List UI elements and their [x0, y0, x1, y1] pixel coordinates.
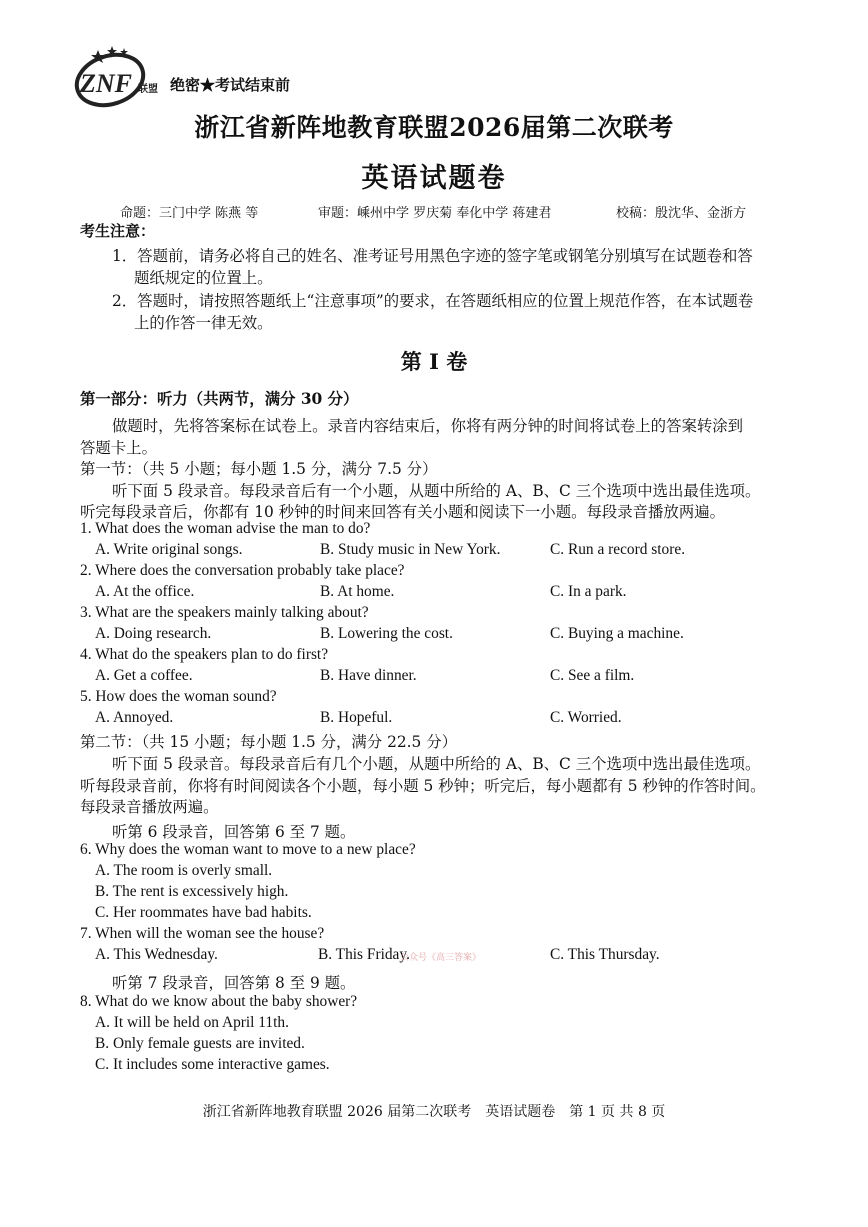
exam-title: 浙江省新阵地教育联盟2026届第二次联考 [194, 113, 674, 142]
question-4-option-a: A. Get a coffee. [95, 667, 193, 684]
volume-title: 第 I 卷 [400, 349, 468, 374]
section2-heading: 第二节：（共 15 小题；每小题 1.5 分，满分 22.5 分） [80, 733, 458, 751]
watermark-text: 公众号《高三答案》 [400, 953, 482, 963]
question-1: 1. What does the woman advise the man to do? [80, 520, 371, 537]
question-1-option-c: C. Run a record store. [550, 541, 686, 558]
question-8-option-c: C. It includes some interactive games. [95, 1056, 330, 1073]
svg-text:ZNF: ZNF [80, 69, 132, 98]
section1-heading: 第一节：（共 5 小题；每小题 1.5 分，满分 7.5 分） [80, 460, 438, 478]
question-5-option-b: B. Hopeful. [320, 709, 393, 726]
section2-directions-line-3: 每段录音播放两遍。 [80, 798, 219, 816]
question-7: 7. When will the woman see the house? [80, 925, 325, 942]
credit-setter: 命题：三门中学 陈燕 等 [120, 206, 259, 221]
question-1-option-a: A. Write original songs. [95, 541, 243, 558]
question-4-option-c: C. See a film. [550, 667, 635, 684]
question-3-option-b: B. Lowering the cost. [320, 625, 453, 642]
part1-heading: 第一部分：听力（共两节，满分 30 分） [80, 390, 359, 408]
section2-directions-line-2: 听每段录音前，你将有时间阅读各个小题，每小题 5 秒钟；听完后，每小题都有 5 秒钟的作答时间。 [80, 777, 766, 795]
question-7-option-a: A. This Wednesday. [95, 946, 218, 963]
confidential-label: 绝密★考试结束前 [170, 76, 291, 94]
section1-directions-line-1: 听下面 5 段录音。每段录音后有一个小题，从题中所给的 A、B、C 三个选项中选出最佳选项。 [112, 482, 761, 500]
audio-6-instruction: 听第 6 段录音，回答第 6 至 7 题。 [112, 823, 356, 841]
question-8-option-b: B. Only female guests are invited. [95, 1035, 305, 1052]
question-2: 2. Where does the conversation probably take place? [80, 562, 405, 579]
question-7-option-c: C. This Thursday. [550, 946, 660, 963]
question-6-option-c: C. Her roommates have bad habits. [95, 904, 312, 921]
question-6: 6. Why does the woman want to move to a new place? [80, 841, 416, 858]
alliance-logo [68, 40, 170, 110]
notice-item-1-line-2: 题纸规定的位置上。 [134, 269, 273, 287]
question-1-option-b: B. Study music in New York. [320, 541, 501, 558]
question-3-option-c: C. Buying a machine. [550, 625, 684, 642]
audio-7-instruction: 听第 7 段录音，回答第 8 至 9 题。 [112, 974, 356, 992]
credit-reviewer: 审题：嵊州中学 罗庆菊 奉化中学 蒋建君 [318, 206, 552, 221]
section2-directions-line-1: 听下面 5 段录音。每段录音后有几个小题，从题中所给的 A、B、C 三个选项中选出最佳选项。 [112, 755, 761, 773]
section1-directions-line-2: 听完每段录音后，你都有 10 秒钟的时间来回答有关小题和阅读下一小题。每段录音播放两遍。 [80, 503, 725, 521]
question-8: 8. What do we know about the baby shower? [80, 993, 358, 1010]
question-6-option-a: A. The room is overly small. [95, 862, 273, 879]
question-3: 3. What are the speakers mainly talking about? [80, 604, 369, 621]
part1-intro-line-2: 答题卡上。 [80, 439, 157, 457]
question-5: 5. How does the woman sound? [80, 688, 277, 705]
question-2-option-a: A. At the office. [95, 583, 195, 600]
question-7-option-b: B. This Friday. [318, 946, 410, 963]
question-5-option-a: A. Annoyed. [95, 709, 174, 726]
svg-text:联盟: 联盟 [138, 84, 158, 95]
question-2-option-b: B. At home. [320, 583, 395, 600]
part1-intro-line-1: 做题时，先将答案标在试卷上。录音内容结束后，你将有两分钟的时间将试卷上的答案转涂到 [112, 417, 744, 435]
notice-item-1-line-1: 1．答题前，请务必将自己的姓名、准考证号用黑色字迹的签字笔或钢笔分别填写在试题卷和答 [112, 247, 753, 265]
question-2-option-c: C. In a park. [550, 583, 627, 600]
question-5-option-c: C. Worried. [550, 709, 622, 726]
credit-proofreader: 校稿：殷沈华、金浙方 [616, 206, 747, 221]
question-4-option-b: B. Have dinner. [320, 667, 417, 684]
question-6-option-b: B. The rent is excessively high. [95, 883, 289, 900]
paper-title: 英语试题卷 [361, 163, 507, 194]
question-8-option-a: A. It will be held on April 11th. [95, 1014, 289, 1031]
notice-item-2-line-2: 上的作答一律无效。 [134, 314, 273, 332]
notice-heading: 考生注意： [80, 222, 156, 240]
notice-item-2-line-1: 2．答题时，请按照答题纸上“注意事项”的要求，在答题纸相应的位置上规范作答，在本试题卷 [112, 292, 754, 310]
question-4: 4. What do the speakers plan to do first? [80, 646, 329, 663]
page-footer: 浙江省新阵地教育联盟 2026 届第二次联考 英语试题卷 第 1 页 共 8 页 [202, 1104, 666, 1120]
question-3-option-a: A. Doing research. [95, 625, 212, 642]
